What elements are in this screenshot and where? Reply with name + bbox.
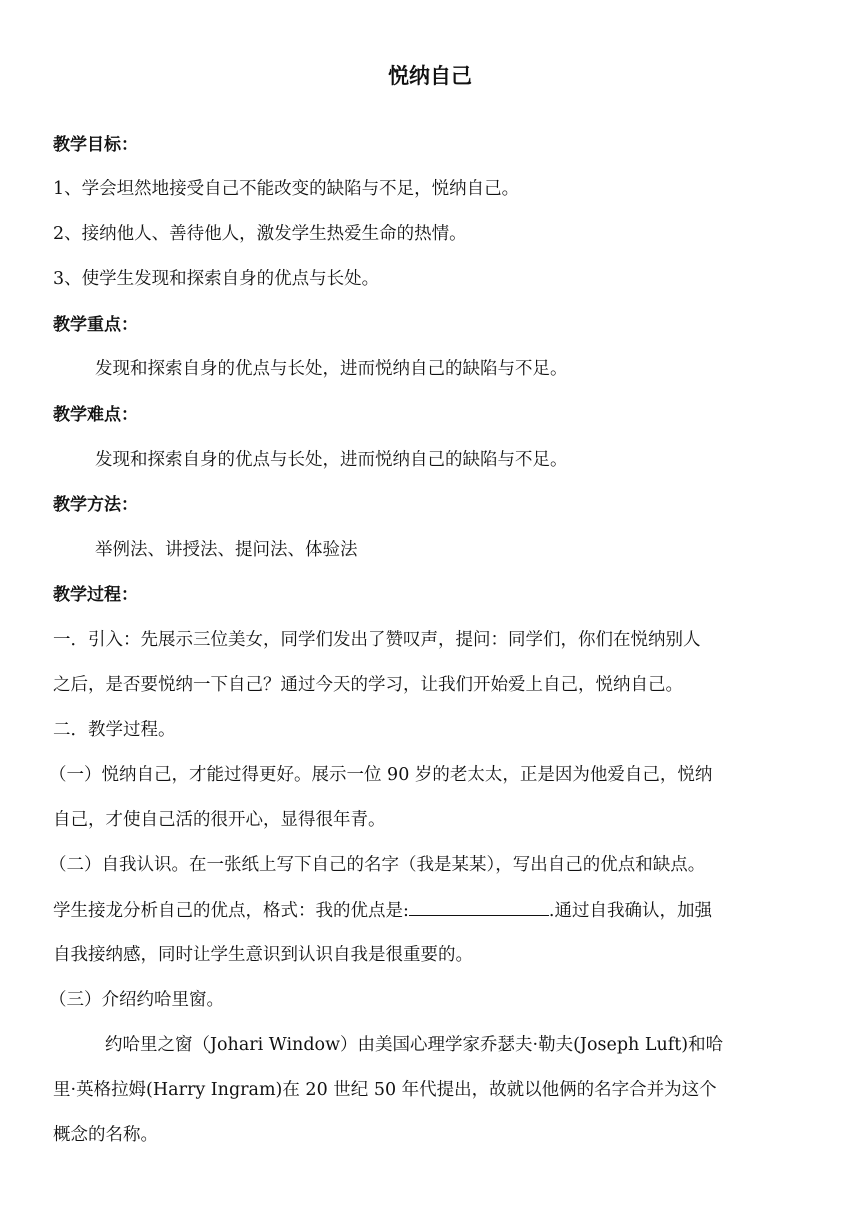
section-two-line-2-start: 学生接龙分析自己的优点，格式：我的优点是:: [53, 901, 409, 921]
johari-line-1: 约哈里之窗（Johari Window）由美国心理学家乔瑟夫·勒夫(Joseph Luft)和哈: [105, 1035, 724, 1055]
intro-line-1: 一．引入：先展示三位美女，同学们发出了赞叹声，提问：同学们，你们在悦纳别人: [53, 630, 701, 650]
johari-line-3: 概念的名称。: [53, 1125, 158, 1145]
johari-line-2: 里·英格拉姆(Harry Ingram)在 20 世纪 50 年代提出，故就以他俩的名字合并为这个: [53, 1080, 717, 1100]
method-text: 举例法、讲授法、提问法、体验法: [95, 540, 358, 560]
section-one-line-1: （一）悦纳自己，才能过得更好。展示一位 90 岁的老太太，正是因为他爱自己，悦纳: [49, 765, 713, 785]
key-points-heading: 教学重点：: [53, 315, 138, 335]
difficulty-text: 发现和探索自身的优点与长处，进而悦纳自己的缺陷与不足。: [95, 450, 568, 470]
part-two-heading: 二．教学过程。: [53, 720, 176, 740]
document-title: 悦纳自己: [388, 64, 472, 88]
intro-line-2: 之后，是否要悦纳一下自己？通过今天的学习，让我们开始爱上自己，悦纳自己。: [53, 675, 683, 695]
fill-in-blank: [409, 897, 549, 916]
goal-item-2: 2、接纳他人、善待他人，激发学生热爱生命的热情。: [53, 224, 467, 244]
section-one-line-2: 自己，才使自己活的很开心，显得很年青。: [53, 810, 386, 830]
method-heading: 教学方法：: [53, 495, 138, 515]
section-two-line-2-end: .通过自我确认，加强: [548, 901, 712, 921]
key-points-text: 发现和探索自身的优点与长处，进而悦纳自己的缺陷与不足。: [95, 359, 568, 379]
process-heading: 教学过程：: [53, 585, 138, 605]
goal-item-3: 3、使学生发现和探索自身的优点与长处。: [53, 269, 380, 289]
goals-heading: 教学目标：: [53, 135, 138, 155]
difficulty-heading: 教学难点：: [53, 405, 138, 425]
section-two-line-1: （二）自我认识。在一张纸上写下自己的名字（我是某某），写出自己的优点和缺点。: [49, 855, 706, 875]
section-two-line-2: [53, 897, 813, 924]
section-two-line-3: 自我接纳感，同时让学生意识到认识自我是很重要的。: [53, 945, 473, 965]
goal-item-1: 1、学会坦然地接受自己不能改变的缺陷与不足，悦纳自己。: [53, 179, 520, 199]
section-three-heading: （三）介绍约哈里窗。: [49, 990, 224, 1010]
